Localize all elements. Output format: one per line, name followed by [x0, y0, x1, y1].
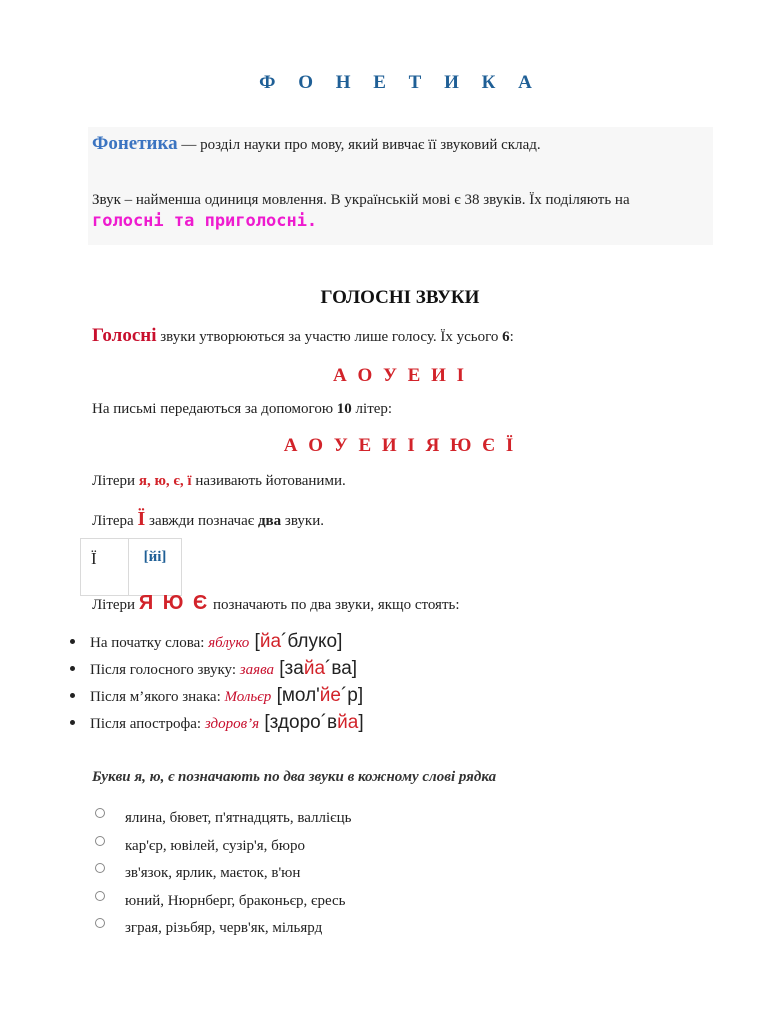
vowels-term: Голосні — [92, 325, 157, 346]
iotated-pre: Літери — [92, 473, 139, 489]
list-item — [66, 682, 364, 709]
yi-note-pre: Літера — [92, 513, 138, 529]
radio-button[interactable] — [95, 918, 105, 928]
definition-line — [92, 133, 541, 155]
option-4[interactable] — [92, 885, 351, 913]
letters-intro — [92, 401, 392, 418]
transcription-open: [за — [273, 658, 304, 679]
iotated-post: називають йотованими. — [191, 473, 346, 489]
list-item — [66, 709, 364, 736]
radio-button[interactable] — [95, 836, 105, 846]
yi-note-mid: завжди позначає — [145, 513, 258, 529]
sound-definition — [92, 190, 692, 233]
bullet-icon — [70, 720, 75, 725]
yi-table — [80, 538, 182, 596]
transcription-open: [ — [249, 631, 260, 652]
iotated-letters: я, ю, є, ї — [138, 473, 192, 489]
transcription-open: [мол' — [271, 685, 320, 706]
radio-button[interactable] — [95, 808, 105, 818]
two-sounds-pre: Літери — [92, 597, 139, 613]
transcription-iot: йе — [319, 685, 341, 706]
transcription-rest: ´блуко — [281, 631, 338, 652]
two-sounds-note — [92, 592, 460, 615]
position-example: заява — [239, 662, 274, 678]
yi-letter: Ї — [137, 508, 146, 530]
transcription-rest: ´р — [340, 685, 358, 706]
position-example: Мольєр — [224, 689, 272, 705]
option-label: зв'язок, ярлик, маєток, в'юн — [125, 865, 301, 881]
yi-table-letter: Ї — [81, 539, 129, 596]
position-label: Після апострофа: — [90, 716, 205, 732]
transcription-iot: йа — [337, 712, 359, 733]
letters-count: 10 — [336, 401, 352, 417]
option-2[interactable] — [92, 830, 351, 858]
option-3[interactable] — [92, 857, 351, 885]
yi-table-transcription: [йі] — [129, 539, 182, 596]
transcription-close: ] — [357, 685, 364, 706]
yi-note-post: звуки. — [281, 513, 324, 529]
position-example: здоров’я — [204, 716, 260, 732]
answer-options — [92, 802, 351, 940]
option-label: юний, Нюрнберг, браконьєр, єресь — [125, 892, 346, 909]
transcription — [274, 658, 357, 679]
table-row — [81, 539, 182, 596]
two-sounds-letters: Я Ю Є — [138, 592, 210, 614]
bullet-icon — [70, 693, 75, 698]
position-label: Після голосного звуку: — [90, 662, 240, 678]
transcription-rest: ´ва — [325, 658, 352, 679]
option-label: ялина, бювет, п'ятнадцять, валлієць — [125, 810, 352, 826]
vowels-count: 6 — [502, 329, 510, 345]
vowels-intro — [92, 325, 514, 347]
transcription-close: ] — [358, 712, 364, 733]
letters-intro-end: літер: — [351, 401, 393, 417]
transcription — [259, 712, 364, 733]
position-example: яблуко — [208, 635, 250, 651]
vowel-sounds: А О У Е И І — [332, 365, 468, 386]
bullet-icon — [70, 639, 75, 644]
transcription-open: [здоро´в — [259, 712, 338, 733]
vowel-letters: А О У Е И І Я Ю Є Ї — [283, 435, 517, 456]
option-1[interactable] — [92, 802, 351, 830]
sound-definition-text: Звук – найменша одиниця мовлення. В українській мові є 38 звуків. Їх поділяють на — [92, 192, 630, 208]
option-label: зграя, різьбяр, черв'як, мільярд — [125, 920, 323, 936]
list-item — [66, 655, 364, 682]
transcription-iot: йа — [259, 631, 282, 652]
section-heading: ГОЛОСНІ ЗВУКИ — [320, 287, 480, 308]
yi-note — [92, 508, 324, 531]
vowels-intro-text: звуки утворюються за участю лише голосу. Їх усього — [156, 329, 503, 345]
position-label: Після м’якого знака: — [90, 689, 225, 705]
list-item — [66, 628, 364, 655]
option-label: кар'єр, ювілей, сузір'я, бюро — [125, 837, 305, 854]
letters-intro-text: На письмі передаються за допомогою — [92, 401, 337, 417]
radio-button[interactable] — [95, 863, 105, 873]
sound-types-highlight: голосні та приголосні. — [92, 211, 318, 231]
two-sounds-post: позначають по два звуки, якщо стоять: — [209, 597, 460, 613]
transcription — [271, 685, 363, 706]
iotated-note — [92, 473, 346, 490]
bullet-icon — [70, 666, 75, 671]
option-5[interactable] — [92, 912, 351, 940]
transcription-close: ] — [337, 631, 343, 652]
position-label: На початку слова: — [90, 635, 209, 651]
transcription — [249, 631, 342, 652]
vowels-intro-end: : — [509, 329, 514, 345]
transcription-close: ] — [351, 658, 358, 679]
radio-button[interactable] — [95, 891, 105, 901]
definition-term: Фонетика — [92, 133, 178, 154]
definition-text: — розділ науки про мову, який вивчає її звуковий склад. — [177, 137, 541, 153]
transcription-iot: йа — [303, 658, 326, 679]
task-question: Букви я, ю, є позначають по два звуки в кожному слові рядка — [92, 769, 497, 785]
yi-two: два — [257, 513, 282, 529]
page-title: Ф О Н Е Т И К А — [259, 72, 541, 93]
positions-list — [66, 628, 364, 736]
